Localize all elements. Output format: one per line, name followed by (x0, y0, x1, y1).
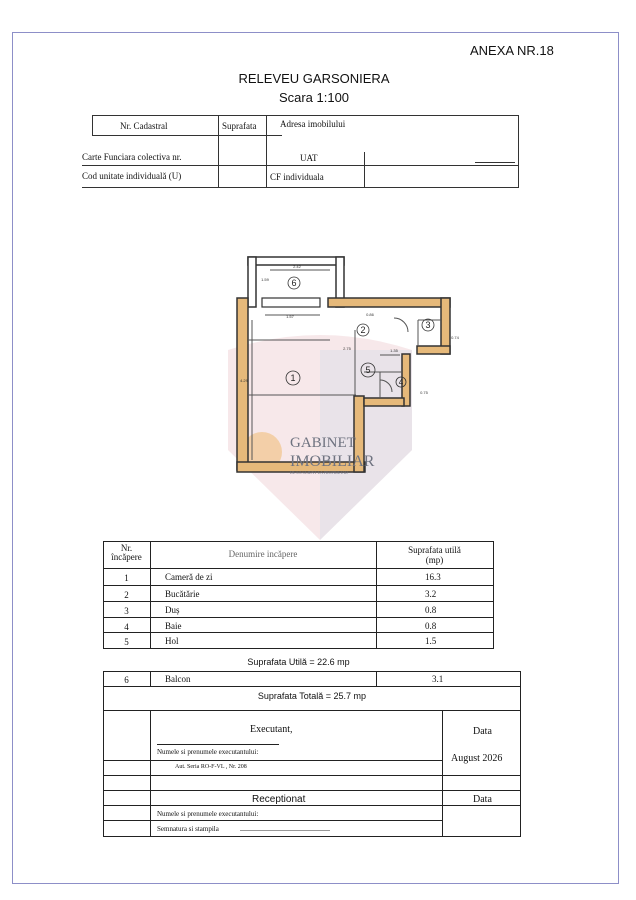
balcon-nr: 6 (124, 675, 129, 685)
anexa-label: ANEXA NR.18 (470, 43, 554, 58)
room-1-label: 1 (290, 373, 296, 383)
dim-label: 1.35 (390, 348, 398, 353)
col-nr-header: Nr. (120, 543, 133, 553)
receptionat-data-label: Data (473, 794, 492, 805)
col-nr-header-2: încăpere (111, 552, 142, 562)
col-unit-header: (mp) (425, 555, 444, 565)
executant-title: Executant, (250, 724, 293, 735)
dim-label: 0.74 (451, 335, 459, 340)
table-row-nr: 4 (124, 622, 129, 632)
carte-funciara-label: Carte Funciara colectiva nr. (82, 152, 182, 162)
table-row-nr: 5 (124, 637, 129, 647)
table-row-name: Baie (165, 621, 182, 631)
dim-label: 0.86 (366, 312, 374, 317)
dim-label: 2.42 (293, 264, 301, 269)
dim-label: 2.75 (343, 346, 351, 351)
table-row-area: 0.8 (425, 621, 437, 631)
cod-unitate-label: Cod unitate individuală (U) (82, 171, 182, 181)
suprafata-label: Suprafata (222, 121, 257, 131)
room-3-label: 3 (425, 320, 431, 330)
nr-cadastral-label: Nr. Cadastral (120, 121, 168, 131)
table-row-area: 0.8 (425, 605, 437, 615)
watermark-line2: IMOBILIAR (290, 453, 375, 470)
receptionat-title: Receptionat (252, 794, 306, 805)
watermark-line1: GABINET (290, 435, 356, 451)
table-row-nr: 3 (124, 606, 129, 616)
executant-date: August 2026 (451, 753, 503, 764)
dim-label: 1.59 (261, 277, 269, 282)
balcon-name: Balcon (165, 674, 191, 684)
dim-label: 1.57 (286, 314, 294, 319)
cf-individuala-label: CF individuala (270, 172, 324, 182)
room-2-label: 2 (360, 325, 366, 335)
room-4-label: 4 (398, 378, 404, 387)
table-row-nr: 2 (124, 590, 129, 600)
table-row-name: Duș (165, 605, 180, 615)
receptionat-nume-label: Numele si prenumele executantului: (157, 810, 259, 818)
table-row-area: 3.2 (425, 589, 437, 599)
executant-autorizatie: Aut. Seria RO-F-VL , Nr. 208 (175, 764, 247, 770)
table-row-area: 16.3 (425, 572, 441, 582)
suprafata-totala: Suprafata Totală = 25.7 mp (257, 691, 367, 701)
room-5-label: 5 (365, 365, 371, 375)
table-row-area: 1.5 (425, 636, 437, 646)
table-row-name: Bucătărie (165, 589, 200, 599)
adresa-label: Adresa imobilului (280, 119, 346, 129)
uat-label: UAT (300, 153, 318, 163)
executant-nume-label: Numele si prenumele executantului: (157, 748, 259, 756)
dim-label: 0.75 (420, 390, 428, 395)
table-row-name: Cameră de zi (165, 572, 213, 582)
table-row-nr: 1 (124, 573, 129, 583)
room-6-label: 6 (291, 278, 297, 288)
col-denumire-header: Denumire incăpere (228, 549, 298, 559)
executant-data-label: Data (473, 726, 492, 737)
watermark-tagline: DE LA CLIENT LA PROPRIETAR (290, 470, 348, 475)
table-row-name: Hol (165, 636, 179, 646)
document-title: RELEVEU GARSONIERA (238, 71, 390, 86)
receptionat-semnatura-label: Semnatura si stampila (157, 825, 219, 833)
util-total: Suprafata Utilă = 22.6 mp (247, 657, 350, 667)
dim-label: 4.29 (240, 378, 248, 383)
scale-label: Scara 1:100 (278, 90, 350, 105)
balcon-area: 3.1 (432, 674, 444, 684)
col-suprafata-header: Suprafata utilă (408, 545, 461, 555)
